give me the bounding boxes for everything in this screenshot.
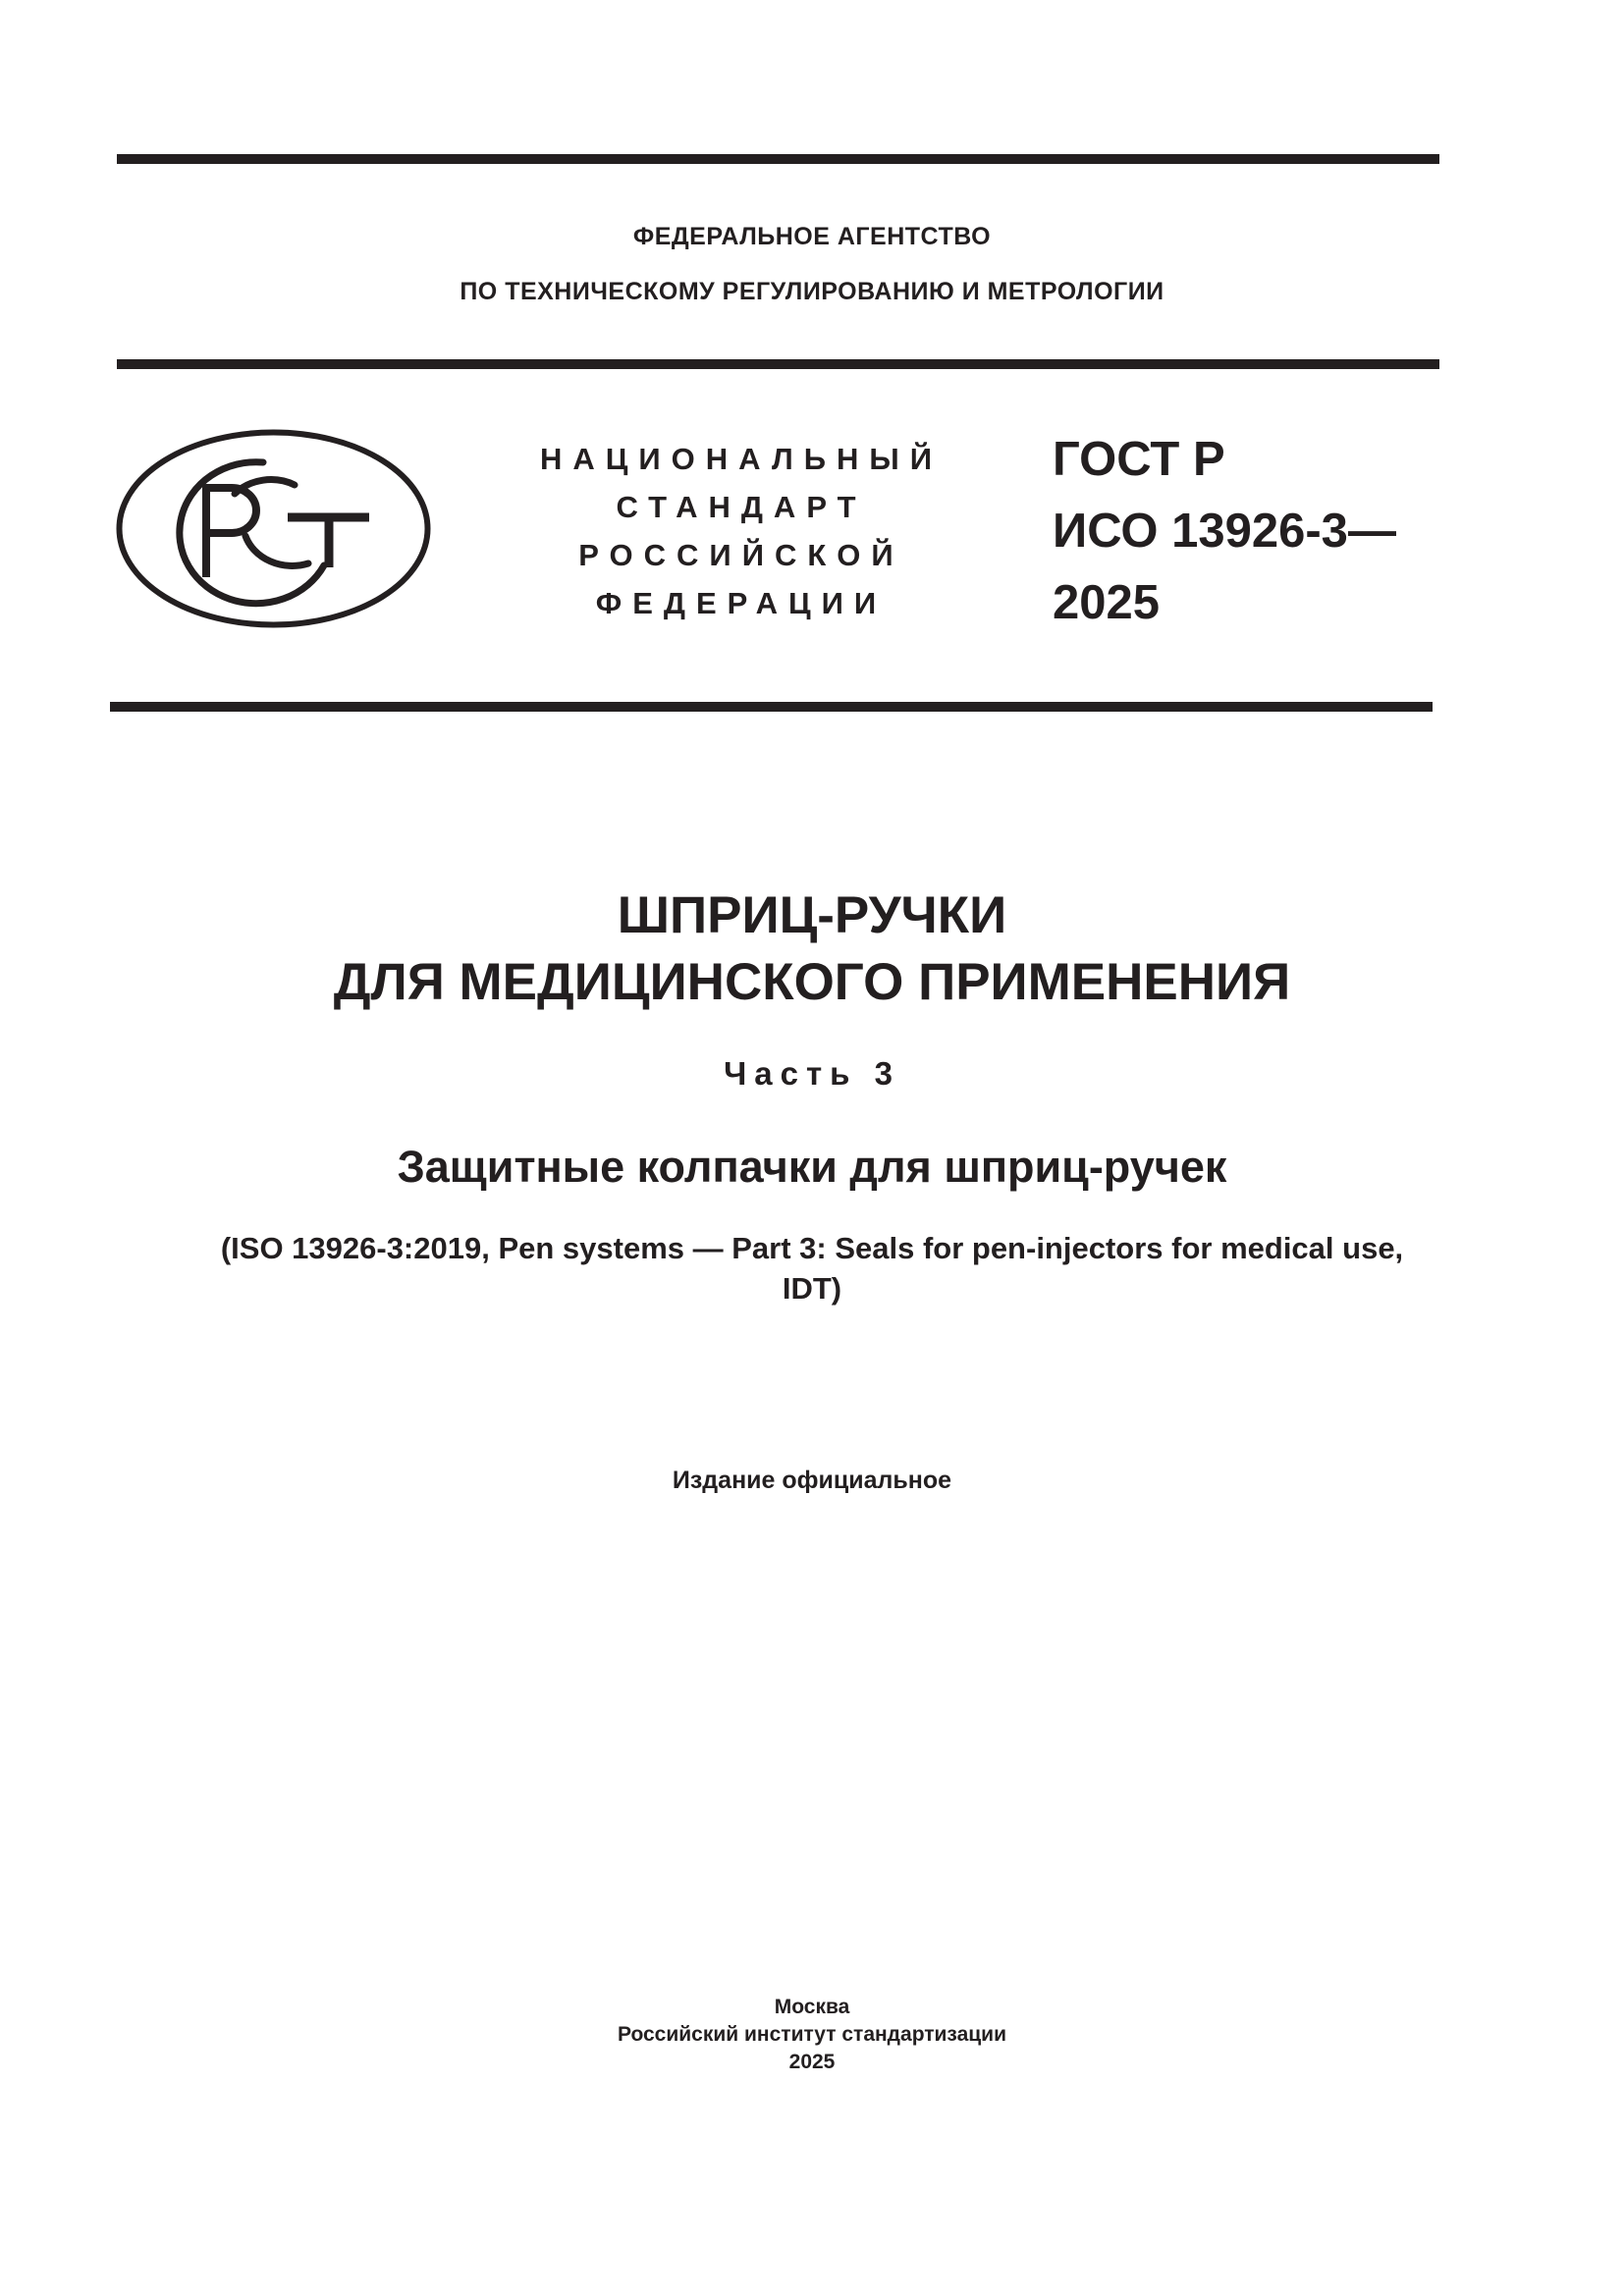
standard-type-block [530, 435, 952, 627]
standard-type-line-3: РОССИЙСКОЙ [578, 538, 904, 572]
document-title-line-2: ДЛЯ МЕДИЦИНСКОГО ПРИМЕНЕНИЯ [333, 953, 1291, 1011]
original-standard-line-1: (ISO 13926-3:2019, Pen systems — Part 3: Seals for pen-injectors for medical use, [220, 1231, 1404, 1265]
imprint-city: Москва [774, 1996, 850, 2018]
original-standard-line-2: IDT) [782, 1271, 842, 1306]
agency-name-line-2: ПО ТЕХНИЧЕСКОМУ РЕГУЛИРОВАНИЮ И МЕТРОЛОГИИ [460, 278, 1164, 305]
designation-line-3: 2025 [1053, 576, 1161, 629]
agency-name-line-1: ФЕДЕРАЛЬНОЕ АГЕНТСТВО [632, 223, 992, 250]
top-divider [117, 154, 1439, 164]
standard-type-line-1: НАЦИОНАЛЬНЫЙ [539, 442, 944, 476]
imprint-publisher: Российский институт стандартизации [617, 2023, 1007, 2046]
designation-line-1: ГОСТ Р [1053, 433, 1225, 486]
designation-line-2: ИСО 13926-3— [1053, 505, 1396, 558]
document-title-line-1: ШПРИЦ-РУЧКИ [617, 886, 1007, 944]
bottom-divider [110, 702, 1433, 712]
middle-divider [117, 359, 1439, 369]
imprint-year: 2025 [788, 2051, 836, 2073]
standard-type-line-2: СТАНДАРТ [616, 490, 867, 524]
edition-note: Издание официальное [672, 1467, 952, 1494]
rst-conformity-mark-icon [116, 429, 431, 628]
part-subtitle: Защитные колпачки для шприц-ручек [397, 1142, 1227, 1192]
standard-designation [1053, 424, 1396, 639]
part-label: Часть 3 [724, 1055, 900, 1092]
standard-type-line-4: ФЕДЕРАЦИИ [595, 586, 888, 620]
